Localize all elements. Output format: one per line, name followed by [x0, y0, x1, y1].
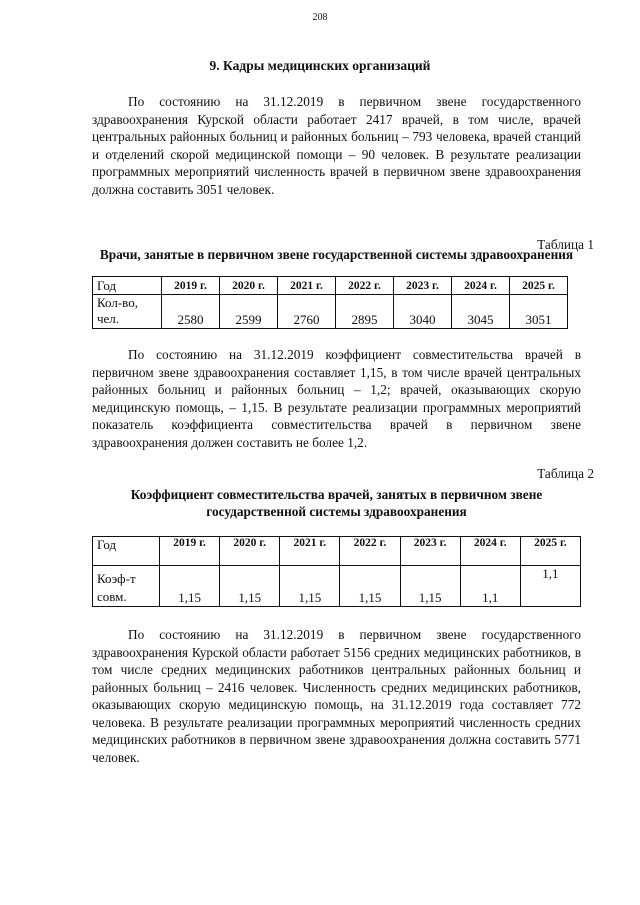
section-title: 9. Кадры медицинских организаций — [209, 58, 431, 73]
row-label: Коэф-т совм. — [93, 566, 160, 607]
paragraph-coefficient — [92, 346, 581, 451]
paragraph-doctors-count — [92, 93, 581, 198]
paragraph-text: По состоянию на 31.12.2019 коэффициент совместительства врачей в первичном звене здравоохранения составляет 1,15, в том числе врачей центральных районных больниц и районных больниц – 1,2; врачей, оказывающих скорую медицинскую помощь, – 1,15. В результате реализации программных мероприятий показатель коэффициента совместительства врачей в первичном звене здравоохранения должен составить не более 1,2. — [92, 347, 581, 450]
table-cell: 2895 — [336, 295, 394, 329]
table-cell: 1,15 — [340, 566, 400, 607]
table-cell: 3040 — [394, 295, 452, 329]
table-row — [93, 295, 568, 329]
header-cell: 2021 г. — [278, 277, 336, 295]
table-cell: 3045 — [452, 295, 510, 329]
paragraph-text: По состоянию на 31.12.2019 в первичном звене государственного здравоохранения Курской области работает 5156 средних медицинских работников, в том числе средних медицинских работников центральных районных больниц и районных больниц – 2416 человек. Численность средних медицинских работников, оказывающих скорую медицинскую помощь, на 31.12.2019 года составляет 772 человека. В результате реализации программных мероприятий численность средних медицинских работников в первичном звене здравоохранения должна составить 5771 человек. — [92, 627, 581, 765]
table-row — [93, 566, 581, 607]
header-cell: 2023 г. — [400, 537, 460, 566]
table-cell: 2760 — [278, 295, 336, 329]
header-cell: 2020 г. — [220, 277, 278, 295]
header-cell: 2025 г. — [520, 537, 580, 566]
header-cell: 2019 г. — [162, 277, 220, 295]
header-cell: 2019 г. — [160, 537, 220, 566]
header-cell: 2025 г. — [510, 277, 568, 295]
header-cell: 2020 г. — [220, 537, 280, 566]
table1-label: Таблица 1 — [537, 237, 594, 252]
table-header-row — [93, 277, 568, 295]
paragraph-nurses-count — [92, 626, 581, 766]
header-cell: 2022 г. — [340, 537, 400, 566]
table2-caption: Коэффициент совместительства врачей, занятых в первичном звене государственной системы здравоохранения — [130, 487, 543, 519]
header-cell: 2022 г. — [336, 277, 394, 295]
table-cell: 1,1 — [520, 566, 580, 607]
table2-label: Таблица 2 — [537, 466, 594, 481]
page-number: 208 — [312, 12, 328, 23]
table-cell: 2599 — [220, 295, 278, 329]
table1-caption-text: Врачи, занятые в первичном звене государственной системы здравоохранения — [99, 247, 574, 262]
table-cell: 1,15 — [220, 566, 280, 607]
table-cell: 2580 — [162, 295, 220, 329]
coefficient-table — [92, 536, 581, 607]
header-cell: 2023 г. — [394, 277, 452, 295]
table-cell: 3051 — [510, 295, 568, 329]
header-cell: 2024 г. — [460, 537, 520, 566]
table-cell: 1,15 — [160, 566, 220, 607]
header-cell: 2021 г. — [280, 537, 340, 566]
paragraph-text: По состоянию на 31.12.2019 в первичном звене государственного здравоохранения Курской области работает 2417 врачей, в том числе, врачей центральных районных больниц и районных больниц – 793 человека, врачей станций и отделений скорой медицинской помощи – 90 человек. В результате реализации программных мероприятий численность врачей в первичном звене здравоохранения должна составить 3051 человек. — [92, 94, 581, 197]
table-header-row — [93, 537, 581, 566]
table-cell: 1,1 — [460, 566, 520, 607]
row-label: Кол-во, чел. — [93, 295, 162, 329]
header-year: Год — [93, 277, 162, 295]
table-cell: 1,15 — [280, 566, 340, 607]
doctors-table — [92, 276, 568, 329]
table1-caption — [92, 229, 581, 263]
header-cell: 2024 г. — [452, 277, 510, 295]
header-year: Год — [93, 537, 160, 566]
table-cell: 1,15 — [400, 566, 460, 607]
